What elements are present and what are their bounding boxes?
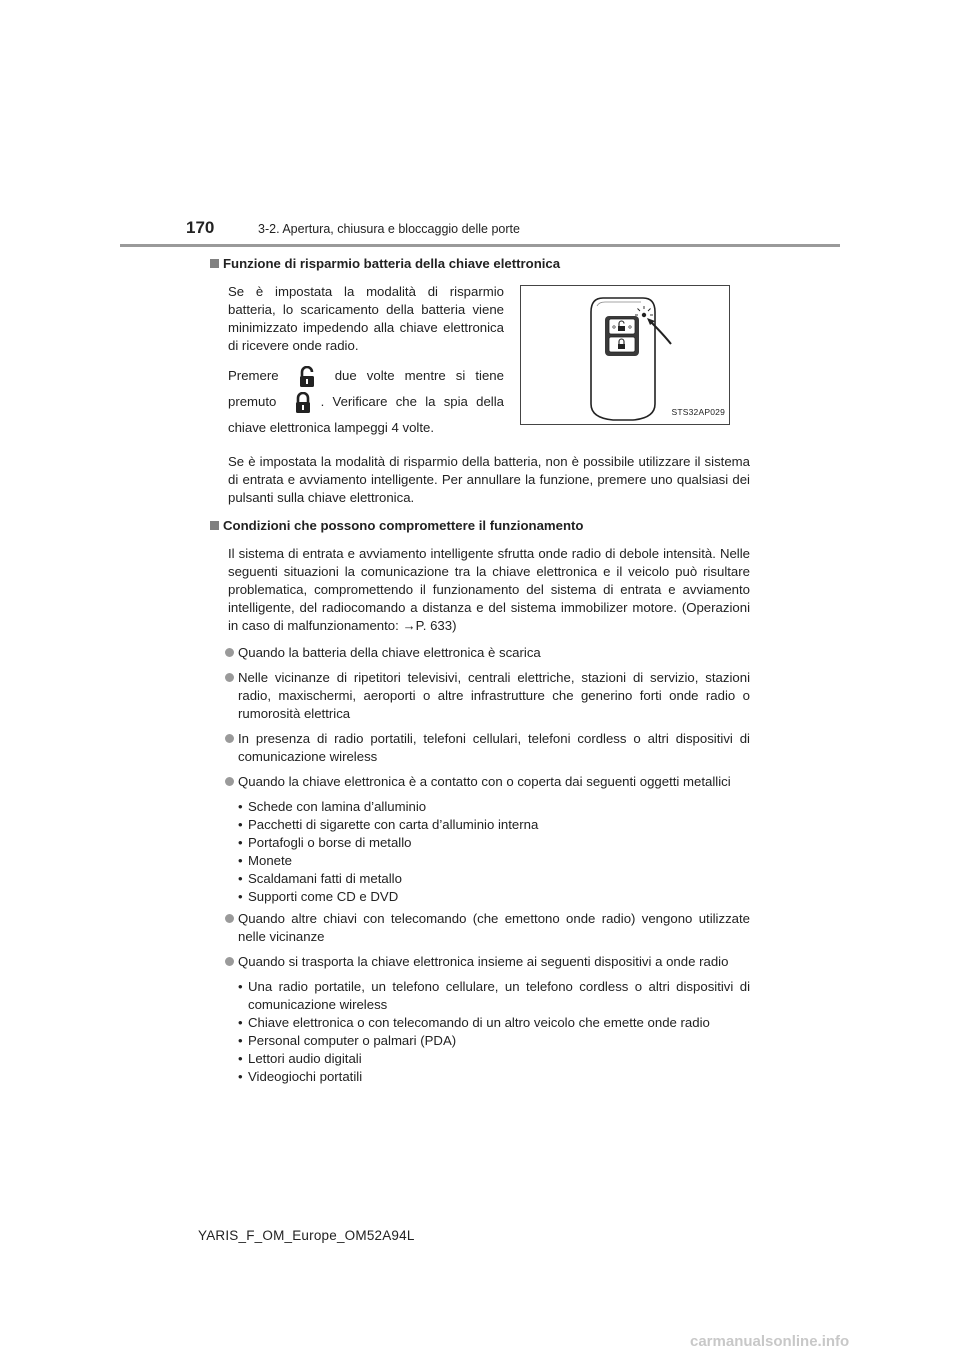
- sub-list-item: • Personal computer o palmari (PDA): [238, 1033, 457, 1048]
- instruction-text-a: Premere: [228, 368, 279, 383]
- unlock-icon: [297, 366, 317, 388]
- circle-bullet-icon: [225, 673, 234, 682]
- sub-list-item: • Schede con lamina d’alluminio: [238, 799, 427, 814]
- sub-list-item: • Scaldamani fatti di metallo: [238, 871, 402, 886]
- key-illustration: [520, 285, 730, 425]
- conditions-paragraph: Il sistema di entrata e avviamento intelligente sfrutta onde radio di debole intensità. Nelle seguenti situazioni la comunicazione tra la chiave elettronica e il veicolo può risultare problematica, compromettendo il funzionamento del sistema di entrata e avviamento intelligente, del radiocomando a distanza e del sistema immobilizer motore. (Operazioni in caso di malfunzionamento: →P. 633): [228, 546, 750, 633]
- sub-list-item: • Pacchetti di sigarette con carta d’alluminio interna: [238, 817, 539, 832]
- list-item: Quando si trasporta la chiave elettronica insieme ai seguenti dispositivi a onde radio: [210, 953, 750, 971]
- instruction-text-c: . Verificare che la spia della chiave elettronica lampeggi 4 volte.: [228, 394, 504, 435]
- intro-paragraph: Se è impostata la modalità di risparmio batteria, lo scaricamento della batteria viene minimizzato impedendo alla chiave elettronica di ricevere onde radio.: [228, 284, 504, 353]
- list-item: Quando altre chiavi con telecomando (che emettono onde radio) vengono utilizzate nelle vicinanze: [210, 910, 750, 946]
- section-heading-conditions: [210, 517, 750, 535]
- instruction-text-b: due volte mentre si tiene premuto: [228, 368, 504, 409]
- sub-list-item: • Chiave elettronica o con telecomando di un altro veicolo che emette onde radio: [238, 1015, 710, 1030]
- list-item: Quando la batteria della chiave elettronica è scarica: [210, 644, 750, 662]
- list-item: In presenza di radio portatili, telefoni cellulari, telefoni cordless o altri dispositivi di comunicazione wireless: [210, 730, 750, 766]
- sub-list-item: • Monete: [238, 853, 292, 868]
- list-item: Quando la chiave elettronica è a contatto con o coperta dai seguenti oggetti metallici: [210, 773, 750, 791]
- circle-bullet-icon: [225, 734, 234, 743]
- sub-list-item: • Portafogli o borse di metallo: [238, 835, 412, 850]
- intro-text: [228, 283, 504, 449]
- document-code: YARIS_F_OM_Europe_OM52A94L: [198, 1228, 415, 1243]
- square-bullet-icon: [210, 259, 219, 268]
- section-title: Condizioni che possono compromettere il funzionamento: [223, 518, 584, 533]
- square-bullet-icon: [210, 521, 219, 530]
- sub-list-item: • Supporti come CD e DVD: [238, 889, 399, 904]
- circle-bullet-icon: [225, 777, 234, 786]
- header-rule: [120, 244, 840, 247]
- instruction-paragraph: [228, 363, 504, 441]
- lock-icon: [293, 392, 313, 414]
- page-number: 170: [186, 218, 215, 237]
- circle-bullet-icon: [225, 914, 234, 923]
- section-heading-battery-saving: [210, 255, 750, 273]
- radio-devices-list: [210, 978, 750, 1086]
- figure-caption: STS32AP029: [671, 407, 725, 417]
- circle-bullet-icon: [225, 648, 234, 657]
- page-content: [210, 255, 750, 1090]
- battery-saving-note: Se è impostata la modalità di risparmio della batteria, non è possibile utilizzare il sistema di entrata e avviamento intelligente. Per annullare la funzione, premere uno qualsiasi dei pulsanti sulla chiave elettronica.: [228, 454, 750, 505]
- circle-bullet-icon: [225, 957, 234, 966]
- sub-list-item: • Una radio portatile, un telefono cellulare, un telefono cordless o altri dispositivi di comunicazione wireless: [238, 979, 750, 1012]
- battery-saving-intro: [210, 283, 750, 449]
- sub-list-item: • Videogiochi portatili: [238, 1069, 363, 1084]
- list-item: Nelle vicinanze di ripetitori televisivi, centrali elettriche, stazioni di servizio, stazioni radio, maxischermi, aeroporti o altre infrastrutture che generino forti onde radio o rumorosità elettrica: [210, 669, 750, 723]
- metal-objects-list: [210, 798, 750, 906]
- running-head: 3-2. Apertura, chiusura e bloccaggio delle porte: [258, 222, 520, 236]
- sub-list-item: • Lettori audio digitali: [238, 1051, 362, 1066]
- watermark: carmanualsonline.info: [690, 1333, 850, 1350]
- section-title: Funzione di risparmio batteria della chiave elettronica: [223, 256, 561, 271]
